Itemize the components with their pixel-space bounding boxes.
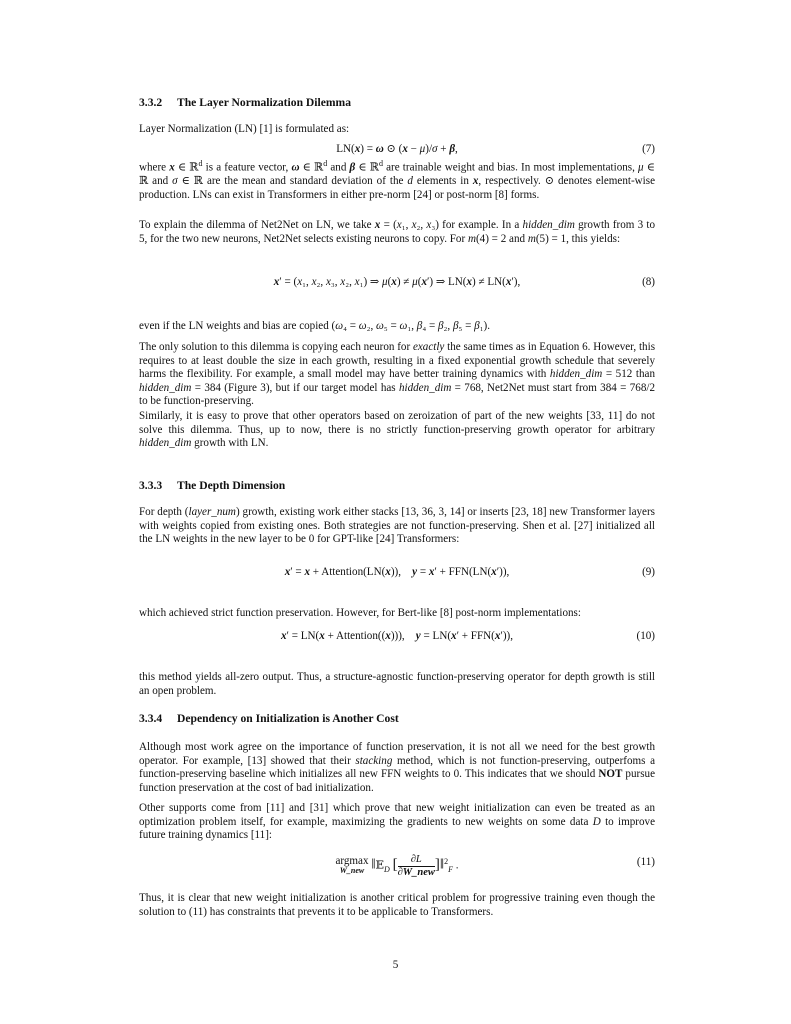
math-symbol: x bbox=[505, 276, 512, 288]
bracket: ] bbox=[434, 856, 440, 873]
math-symbol: x bbox=[284, 566, 291, 578]
equation-body: x′ = x + Attention(LN(x)), y = x′ + FFN(LN(x′)), bbox=[284, 566, 510, 578]
math-symbol: ω bbox=[358, 320, 367, 332]
math-symbol: μ bbox=[638, 161, 644, 174]
math-symbol: ω bbox=[375, 143, 384, 155]
section-heading-3-3-2 bbox=[139, 96, 655, 110]
math-symbol: y bbox=[412, 566, 418, 578]
math-symbol: β bbox=[349, 161, 356, 174]
math-symbol: x bbox=[421, 276, 427, 288]
math-symbol: β bbox=[438, 320, 444, 332]
math-symbol: stacking bbox=[355, 754, 393, 767]
bracket: [ bbox=[392, 856, 398, 873]
paragraph: The only solution to this dilemma is copying each neuron for exactly the same times as in Equation 6. However, this requires to at least double the size in each growth, resulting in a fixed exponential growth schedule that severely harms the flexibility. For example, a small model may have better training dynamics with hidden_dim = 512 than hidden_dim = 384 (Figure 3), but if our target model has hidden_dim = 768, Net2Net must start from 384 = 768/2 to be function-preserving. bbox=[139, 341, 656, 407]
math-symbol: m bbox=[467, 232, 476, 245]
section-number: 3.3.3 bbox=[139, 479, 163, 492]
math-symbol: μ bbox=[419, 143, 426, 155]
math-symbol: x bbox=[385, 630, 391, 642]
math-symbol: NOT bbox=[598, 768, 623, 780]
paragraph: Although most work agree on the importance of function preservation, it is not all we need for the best growth operator. For example, [13] showed that their stacking method, which is not function-preserving, outperfoms a function-preserving baseline which initializes all new FFN weights to 0. This indicates that we should NOT pursue function preservation at the cost of bad initialization. bbox=[139, 741, 656, 794]
math-symbol: x bbox=[325, 276, 331, 288]
equation-11 bbox=[139, 844, 655, 880]
math-symbol: layer_num bbox=[188, 506, 236, 518]
equation-7 bbox=[139, 141, 655, 157]
section-title: Dependency on Initialization is Another Cost bbox=[177, 712, 399, 725]
math-symbol: σ bbox=[172, 175, 178, 188]
equation-number: (11) bbox=[636, 856, 655, 868]
section-number: 3.3.4 bbox=[139, 712, 163, 725]
numerator: ∂L bbox=[410, 853, 422, 865]
paragraph: For depth (layer_num) growth, existing work either stacks [13, 36, 3, 14] or inserts [23, 18] new Transformer layers with weights copied from existing ones. Both strategies are not function-preserving. Shen et al. [27] initialized all the LN weights in the new layer to be 0 for GPT-like [24] Transformers: bbox=[139, 506, 655, 545]
equation-10 bbox=[139, 628, 655, 644]
math-symbol: x bbox=[396, 219, 402, 231]
equation-body: x′ = (x₁, x₂, x₃, x₂, x₁) ⇒ μ(x) ≠ μ(x′) ⇒ LN(x) ≠ LN(x′), bbox=[273, 276, 521, 288]
math-symbol: y bbox=[415, 630, 421, 642]
math-symbol: hidden_dim bbox=[549, 368, 603, 380]
expectation-symbol: 𝔼 bbox=[375, 859, 385, 872]
math-symbol: exactly bbox=[412, 341, 445, 353]
math-symbol: ω bbox=[291, 161, 300, 174]
math-symbol: x bbox=[297, 276, 303, 288]
math-symbol: β bbox=[474, 320, 480, 332]
argmax-label: argmax bbox=[335, 855, 369, 868]
math-symbol: x bbox=[428, 566, 435, 578]
equation-number: (9) bbox=[642, 566, 655, 578]
paragraph: Similarly, it is easy to prove that other operators based on zeroization of part of the new weights [33, 11] do not solve this dilemma. Thus, up to now, there is no strictly function-preserving growth operator for arbitrary hidden_dim growth with LN. bbox=[139, 410, 655, 449]
superscript: d bbox=[198, 159, 203, 168]
math-symbol: x bbox=[451, 630, 457, 642]
math-symbol: hidden_dim bbox=[522, 219, 575, 231]
math-symbol: x bbox=[304, 566, 311, 578]
math-symbol: x bbox=[280, 630, 287, 642]
math-symbol: x bbox=[354, 276, 360, 288]
power: 2 bbox=[444, 857, 449, 866]
math-symbol: x bbox=[491, 566, 497, 578]
paragraph: even if the LN weights and bias are copied (ω₄ = ω₂, ω₅ = ω₁, β₄ = β₂, β₅ = β₁). bbox=[139, 320, 491, 332]
paragraph: Layer Normalization (LN) [1] is formulated as: bbox=[139, 123, 350, 135]
math-symbol: x bbox=[494, 630, 501, 642]
math-symbol: hidden_dim bbox=[139, 381, 192, 394]
math-symbol: μ bbox=[382, 276, 388, 288]
math-symbol: x bbox=[273, 276, 280, 288]
equation-number: (10) bbox=[636, 630, 655, 642]
section-heading-3-3-4 bbox=[139, 712, 655, 726]
equation-number: (8) bbox=[642, 276, 655, 288]
math-symbol: β bbox=[449, 143, 456, 155]
math-symbol: x bbox=[354, 143, 361, 155]
math-symbol: x bbox=[402, 143, 408, 155]
section-title: The Depth Dimension bbox=[177, 479, 286, 492]
paragraph: which achieved strict function preservation. However, for Bert-like [8] post-norm implementations: bbox=[139, 607, 581, 619]
equation-8 bbox=[139, 274, 655, 290]
section-number: 3.3.2 bbox=[139, 96, 163, 109]
denominator: ∂W_new bbox=[397, 866, 435, 878]
math-symbol: x bbox=[466, 276, 472, 288]
math-symbol: x bbox=[411, 219, 417, 231]
expectation-subscript: D bbox=[384, 864, 390, 874]
math-symbol: x bbox=[391, 276, 397, 288]
argmax-operator bbox=[335, 856, 368, 876]
paragraph: this method yields all-zero output. Thus, a structure-agnostic function-preserving operator for depth growth is still an open problem. bbox=[139, 671, 655, 697]
equation-body: argmax W_new ‖𝔼$_D$ [ $\frac{\partial L}{\text{∂W\_new}}$ ]‖$^2_F$ . bbox=[335, 853, 459, 878]
math-symbol: hidden_dim bbox=[398, 381, 452, 394]
paragraph: where x ∈ ℝ$^d$ is a feature vector, ω ∈ ℝ$^d$ and β ∈ ℝ$^d$ are trainable weight and bias. In most implementations, μ ∈ ℝ and σ ∈ ℝ are the mean and standard deviation of the d elements in x, respectively. ⊙ denotes element-wise production. LNs can exist in Transformers in either pre-norm [24] or post-norm [8] forms. bbox=[139, 159, 655, 201]
math-symbol: D bbox=[592, 815, 601, 828]
section-heading-3-3-3 bbox=[139, 479, 655, 493]
fraction bbox=[398, 854, 435, 879]
equation-number: (7) bbox=[642, 143, 655, 155]
norm-subscript: F bbox=[448, 864, 453, 874]
paragraph: Other supports come from [11] and [31] which prove that new weight initialization can even be treated as an optimization problem itself, for example, maximizing the gradients to new weights on some data D to improve future training dynamics [11]: bbox=[139, 802, 655, 841]
math-symbol: x bbox=[374, 219, 381, 231]
superscript: d bbox=[323, 159, 328, 168]
math-symbol: σ bbox=[432, 143, 438, 155]
math-symbol: x bbox=[472, 175, 479, 188]
paragraph: To explain the dilemma of Net2Net on LN, we take x = (x₁, x₂, x₃) for example. In a hidden_dim growth from 3 to 5, for the two new neurons, Net2Net selects existing neurons to copy. For m(4) = 2 and m(5) = 1, this yields: bbox=[139, 219, 656, 245]
math-symbol: μ bbox=[412, 276, 418, 288]
math-symbol: x bbox=[169, 161, 175, 174]
paragraph: Thus, it is clear that new weight initialization is another critical problem for progressive training even though the solution to (11) has constraints that prevents it to be applicable to Transformers. bbox=[139, 892, 655, 918]
math-symbol: ω bbox=[399, 320, 408, 332]
equation-body: x′ = LN(x + Attention((x))), y = LN(x′ + FFN(x′)), bbox=[280, 630, 513, 642]
math-symbol: ω bbox=[335, 320, 344, 332]
math-symbol: ω bbox=[376, 320, 384, 332]
math-symbol: hidden_dim bbox=[139, 437, 192, 449]
math-symbol: d bbox=[407, 175, 413, 188]
math-symbol: m bbox=[527, 232, 536, 245]
math-symbol: x bbox=[426, 219, 432, 231]
norm-bar: ‖ bbox=[371, 856, 376, 873]
section-title: The Layer Normalization Dilemma bbox=[177, 96, 351, 109]
superscript: d bbox=[378, 159, 383, 168]
math-symbol: x bbox=[319, 630, 325, 642]
page-number: 5 bbox=[392, 959, 399, 971]
math-symbol: x bbox=[311, 276, 317, 288]
norm-bar: ‖ bbox=[439, 856, 445, 873]
math-symbol: x bbox=[340, 276, 346, 288]
equation-body: LN(x) = ω ⊙ (x − μ)/σ + β, bbox=[336, 143, 458, 155]
equation-9 bbox=[139, 564, 655, 580]
math-symbol: x bbox=[385, 566, 391, 578]
math-symbol: β bbox=[452, 320, 459, 332]
argmax-subscript: W_new bbox=[339, 866, 365, 876]
math-symbol: β bbox=[416, 320, 423, 332]
